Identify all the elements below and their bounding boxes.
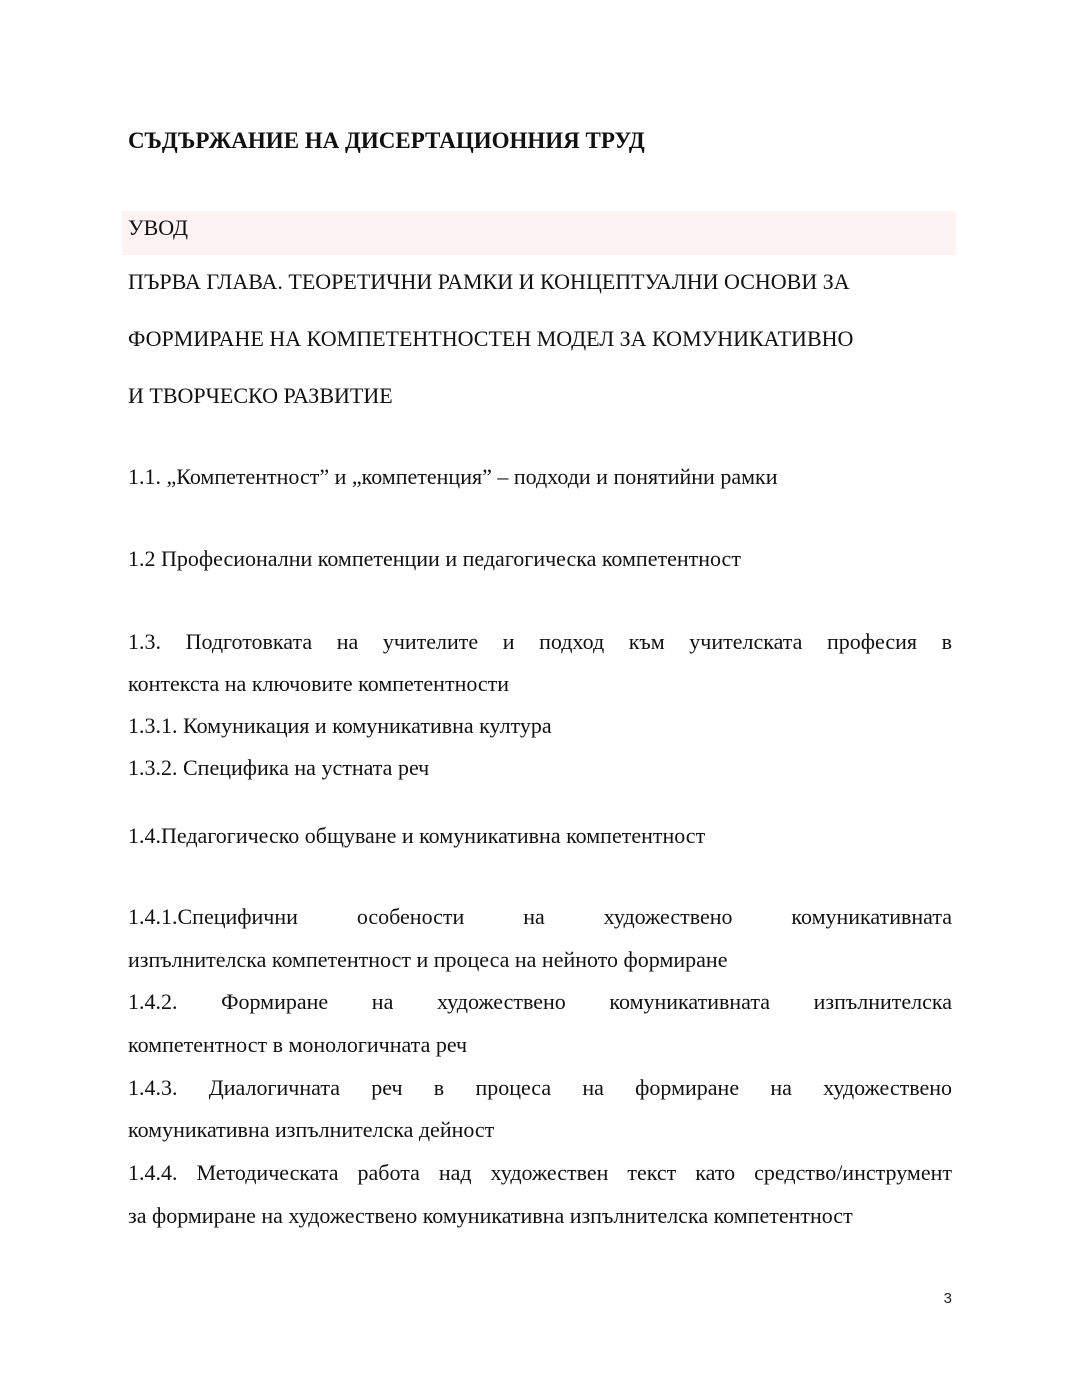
toc-section-1-4-2-line2: компетентност в монологичната реч (128, 1032, 468, 1057)
toc-section-1-3-line1: 1.3. Подготовката на учителите и подход към учителската професия в (128, 629, 952, 654)
toc-section-1-2: 1.2 Професионални компетенции и педагогическа компетентност (128, 546, 741, 571)
toc-intro: УВОД (128, 215, 189, 240)
toc-section-1-4-1-line2: изпълнителска компетентност и процеса на нейното формиране (128, 947, 728, 972)
toc-section-1-1: 1.1. „Компетентност” и „компетенция” – подходи и понятийни рамки (128, 464, 778, 489)
toc-section-1-4-4-line2: за формиране на художествено комуникативна изпълнителска компетентност (128, 1203, 853, 1228)
toc-section-1-3-line2: контекста на ключовите компетентности (128, 671, 510, 696)
page-number: 3 (943, 1290, 952, 1307)
toc-chapter1-line3: И ТВОРЧЕСКО РАЗВИТИЕ (128, 383, 393, 408)
toc-section-1-4-3-line2: комуникативна изпълнителска дейност (128, 1117, 495, 1142)
toc-section-1-3-2: 1.3.2. Специфика на устната реч (128, 755, 430, 780)
toc-chapter1-line2: ФОРМИРАНЕ НА КОМПЕТЕНТНОСТЕН МОДЕЛ ЗА КОМУНИКАТИВНО (128, 326, 854, 351)
toc-section-1-4-4-line1: 1.4.4. Методическата работа над художествен текст като средство/инструмент (128, 1160, 952, 1185)
toc-section-1-4-2-line1: 1.4.2. Формиране на художествено комуникативната изпълнителска (128, 989, 952, 1014)
document-title: СЪДЪРЖАНИЕ НА ДИСЕРТАЦИОННИЯ ТРУД (128, 128, 645, 153)
toc-section-1-4: 1.4.Педагогическо общуване и комуникативна компетентност (128, 823, 706, 848)
toc-section-1-3-1: 1.3.1. Комуникация и комуникативна култура (128, 713, 552, 738)
toc-section-1-4-3-line1: 1.4.3. Диалогичната реч в процеса на формиране на художествено (128, 1075, 952, 1100)
toc-chapter1-line1: ПЪРВА ГЛАВА. ТЕОРЕТИЧНИ РАМКИ И КОНЦЕПТУАЛНИ ОСНОВИ ЗА (128, 269, 850, 294)
toc-section-1-4-1-line1: 1.4.1.Специфични особености на художествено комуникативната (128, 904, 952, 929)
